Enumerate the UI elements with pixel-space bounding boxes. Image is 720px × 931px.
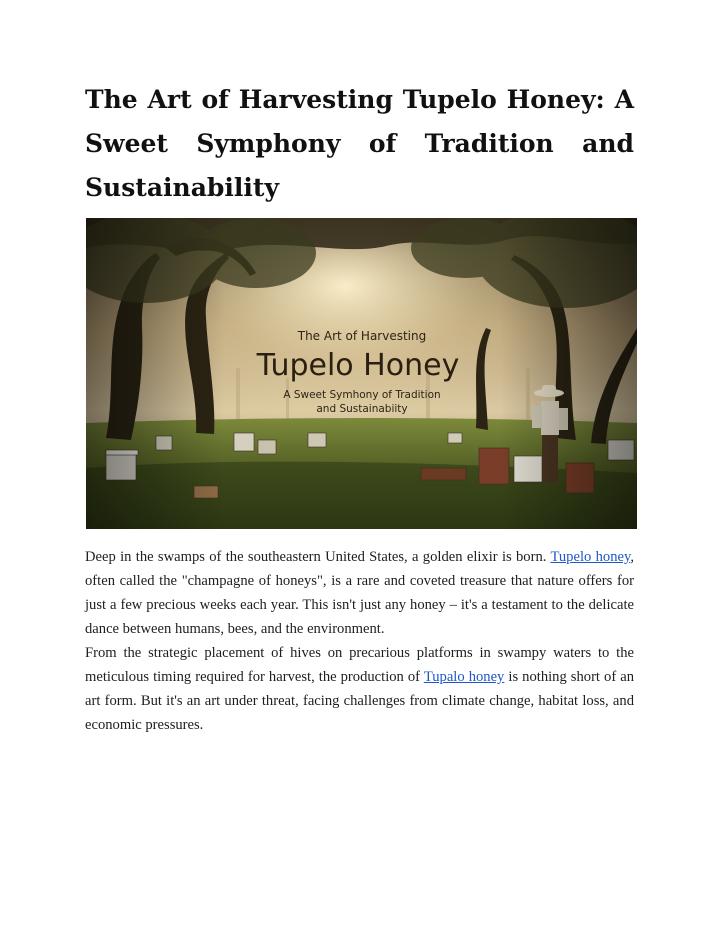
paragraph-2-text-before: From the strategic placement of hives on precarious platforms in swampy waters to the meticulous timing required for harvest, the production of	[85, 645, 634, 685]
hero-image	[86, 218, 637, 529]
hero-caption-main: Tupelo Honey	[256, 348, 460, 383]
paragraph-1	[85, 545, 634, 641]
hero-caption-top: The Art of Harvesting	[297, 329, 427, 343]
article-body	[85, 545, 634, 737]
article-title: The Art of Harvesting Tupelo Honey: A Sweet Symphony of Tradition and Sustainability	[85, 85, 634, 202]
paragraph-1-text-after: , often called the "champagne of honeys", is a rare and coveted treasure that nature offers for just a few precious weeks each year. This isn't just any honey – it's a testament to the delicate dance between humans, bees, and the environment.	[85, 549, 634, 637]
hero-caption-sub-1: A Sweet Symhony of Tradition	[283, 389, 441, 401]
tupelo-honey-link[interactable]: Tupelo honey	[550, 549, 631, 565]
paragraph-2	[85, 641, 634, 737]
paragraph-2-text-after: is nothing short of an art form. But it's an art under threat, facing challenges from climate change, habitat loss, and economic pressures.	[85, 669, 634, 733]
tupalo-honey-link[interactable]: Tupalo honey	[423, 669, 505, 685]
hero-caption-sub-2: and Sustainabiity	[316, 403, 408, 415]
paragraph-1-text-before: Deep in the swamps of the southeastern United States, a golden elixir is born.	[85, 549, 551, 565]
